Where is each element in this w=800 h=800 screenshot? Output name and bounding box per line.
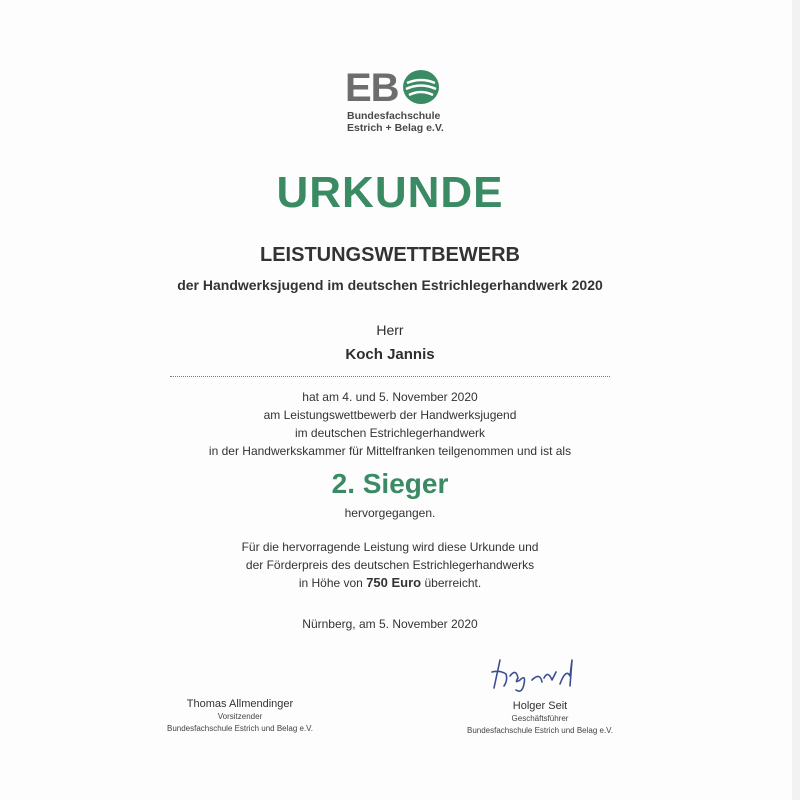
signatory-left	[150, 698, 330, 733]
page-edge-shadow	[792, 0, 800, 800]
certificate-title: URKUNDE	[276, 168, 504, 217]
competition-heading: LEISTUNGSWETTBEWERB	[260, 244, 520, 266]
emerged-text: hervorgegangen.	[344, 506, 436, 520]
body-line-2: am Leistungswettbewerb der Handwerksjugend	[263, 408, 517, 422]
logo-o-mark-icon	[401, 69, 441, 105]
signatory-org: Bundesfachschule Estrich und Belag e.V.	[466, 726, 614, 735]
body-line-3: im deutschen Estrichlegerhandwerk	[294, 426, 486, 440]
signatory-name: Holger Seit	[512, 700, 568, 712]
date-place: Nürnberg, am 5. November 2020	[302, 617, 478, 631]
award-amount: 750 Euro	[366, 575, 422, 590]
award-line-1: Für die hervorragende Leistung wird diese Urkunde und	[241, 540, 539, 554]
signatory-role: Geschäftsführer	[511, 714, 569, 723]
signatory-name: Thomas Allmendinger	[186, 698, 294, 710]
award-suffix: überreicht.	[424, 576, 482, 590]
signatory-org: Bundesfachschule Estrich und Belag e.V.	[166, 724, 314, 733]
body-line-1: hat am 4. und 5. November 2020	[302, 390, 478, 404]
placement-title: 2. Sieger	[331, 468, 449, 499]
logo-letters: EB	[345, 66, 399, 110]
competition-subheading: der Handwerksjugend im deutschen Estrichlegerhandwerk 2020	[177, 277, 603, 293]
signatory-role: Vorsitzender	[217, 712, 263, 721]
body-line-4: in der Handwerkskammer für Mittelfranken teilgenommen und ist als	[208, 444, 572, 458]
award-prefix: in Höhe von	[298, 576, 363, 590]
award-line-2: der Förderpreis des deutschen Estrichlegerhandwerks	[245, 558, 535, 572]
recipient-name: Koch Jannis	[345, 346, 435, 363]
logo-org-line-1: Bundesfachschule	[347, 110, 441, 122]
award-line-3	[0, 575, 780, 590]
ebo-logo	[345, 68, 455, 138]
handwritten-signature-icon	[486, 650, 586, 700]
signatory-right	[450, 700, 630, 735]
logo-org-line-2: Estrich + Belag e.V.	[347, 122, 444, 134]
salutation: Herr	[376, 322, 404, 338]
name-divider	[170, 376, 610, 377]
